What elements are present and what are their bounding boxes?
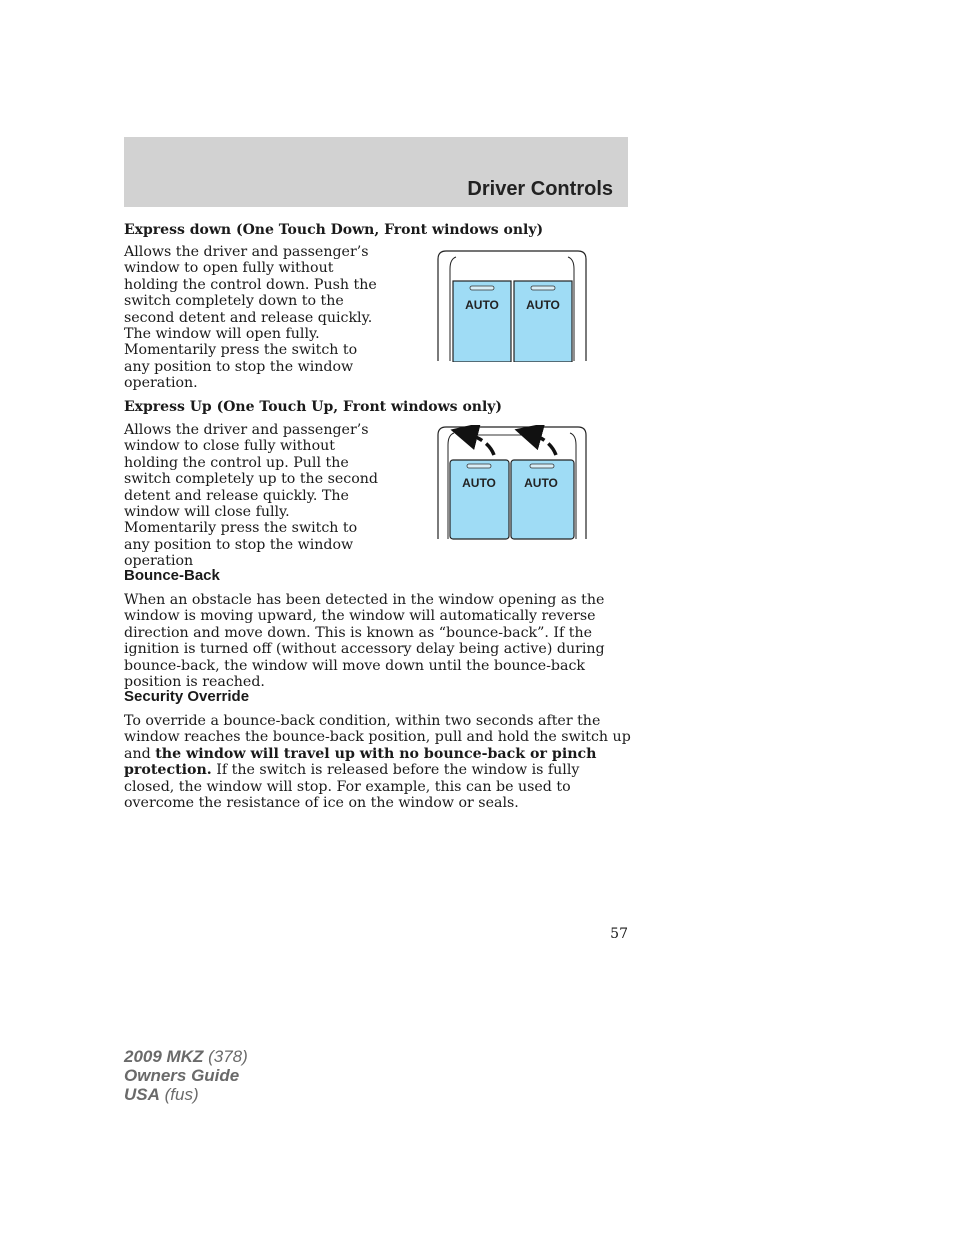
left-window-switch [453,281,511,362]
switch-label-right: AUTO [524,476,558,490]
security-override-text [124,713,634,811]
page-number: 57 [610,926,628,942]
express-up-switch-illustration [436,425,588,540]
bounce-back-heading: Bounce-Back [124,567,220,584]
right-window-switch [511,460,574,539]
footer-market-code: (fus) [159,1085,199,1104]
bounce-back-text: When an obstacle has been detected in the window opening as the window is moving upward, the window will automatically reverse direction and move down. This is known as “bounce-back”. If the ignition is turned off (without accessory delay being active) during bounce-back, the window will move down until the bounce-back position is reached. [124,592,605,691]
document-footer [124,1047,248,1104]
express-up-heading: Express Up (One Touch Up, Front windows only) [124,399,503,415]
footer-model: 2009 MKZ [124,1047,204,1066]
footer-market: USA [124,1085,160,1104]
security-override-text-start: To override a bounce-back condition, within two seconds after the window reaches the bounce-back position, pull and hold the switch up and [124,713,631,762]
express-up-text: Allows the driver and passenger’s window to close fully without holding the control up. Pull the switch completely up to the second detent and release quickly. The window will close fully. Momentarily press the switch to any position to stop the window operation [124,422,378,570]
arrow-up-right-icon [528,433,556,455]
switch-label-left: AUTO [465,298,499,312]
switch-label-left: AUTO [462,476,496,490]
security-override-heading: Security Override [124,688,250,705]
footer-model-code: (378) [203,1047,248,1066]
security-override-text-bold: the window will travel up with no bounce-back or pinch protection. [124,745,597,779]
express-down-heading: Express down (One Touch Down, Front windows only) [124,222,544,238]
arrow-up-left-icon [464,433,494,455]
express-down-switch-illustration [436,249,588,362]
security-override-text-end: If the switch is released before the window is fully closed, the window will stop. For example, this can be used to overcome the resistance of ice on the window or seals. [124,762,580,812]
section-title: Driver Controls [467,178,613,200]
footer-guide-title: Owners Guide [124,1066,240,1085]
switch-label-right: AUTO [526,298,560,312]
express-down-text: Allows the driver and passenger’s window to open fully without holding the control down. Push the switch completely down to the second detent and release quickly. The window will open fully. Momentarily press the switch to any position to stop the window operation. [124,244,377,392]
left-window-switch [450,460,509,539]
section-header-band [124,137,628,207]
right-window-switch [514,281,572,362]
